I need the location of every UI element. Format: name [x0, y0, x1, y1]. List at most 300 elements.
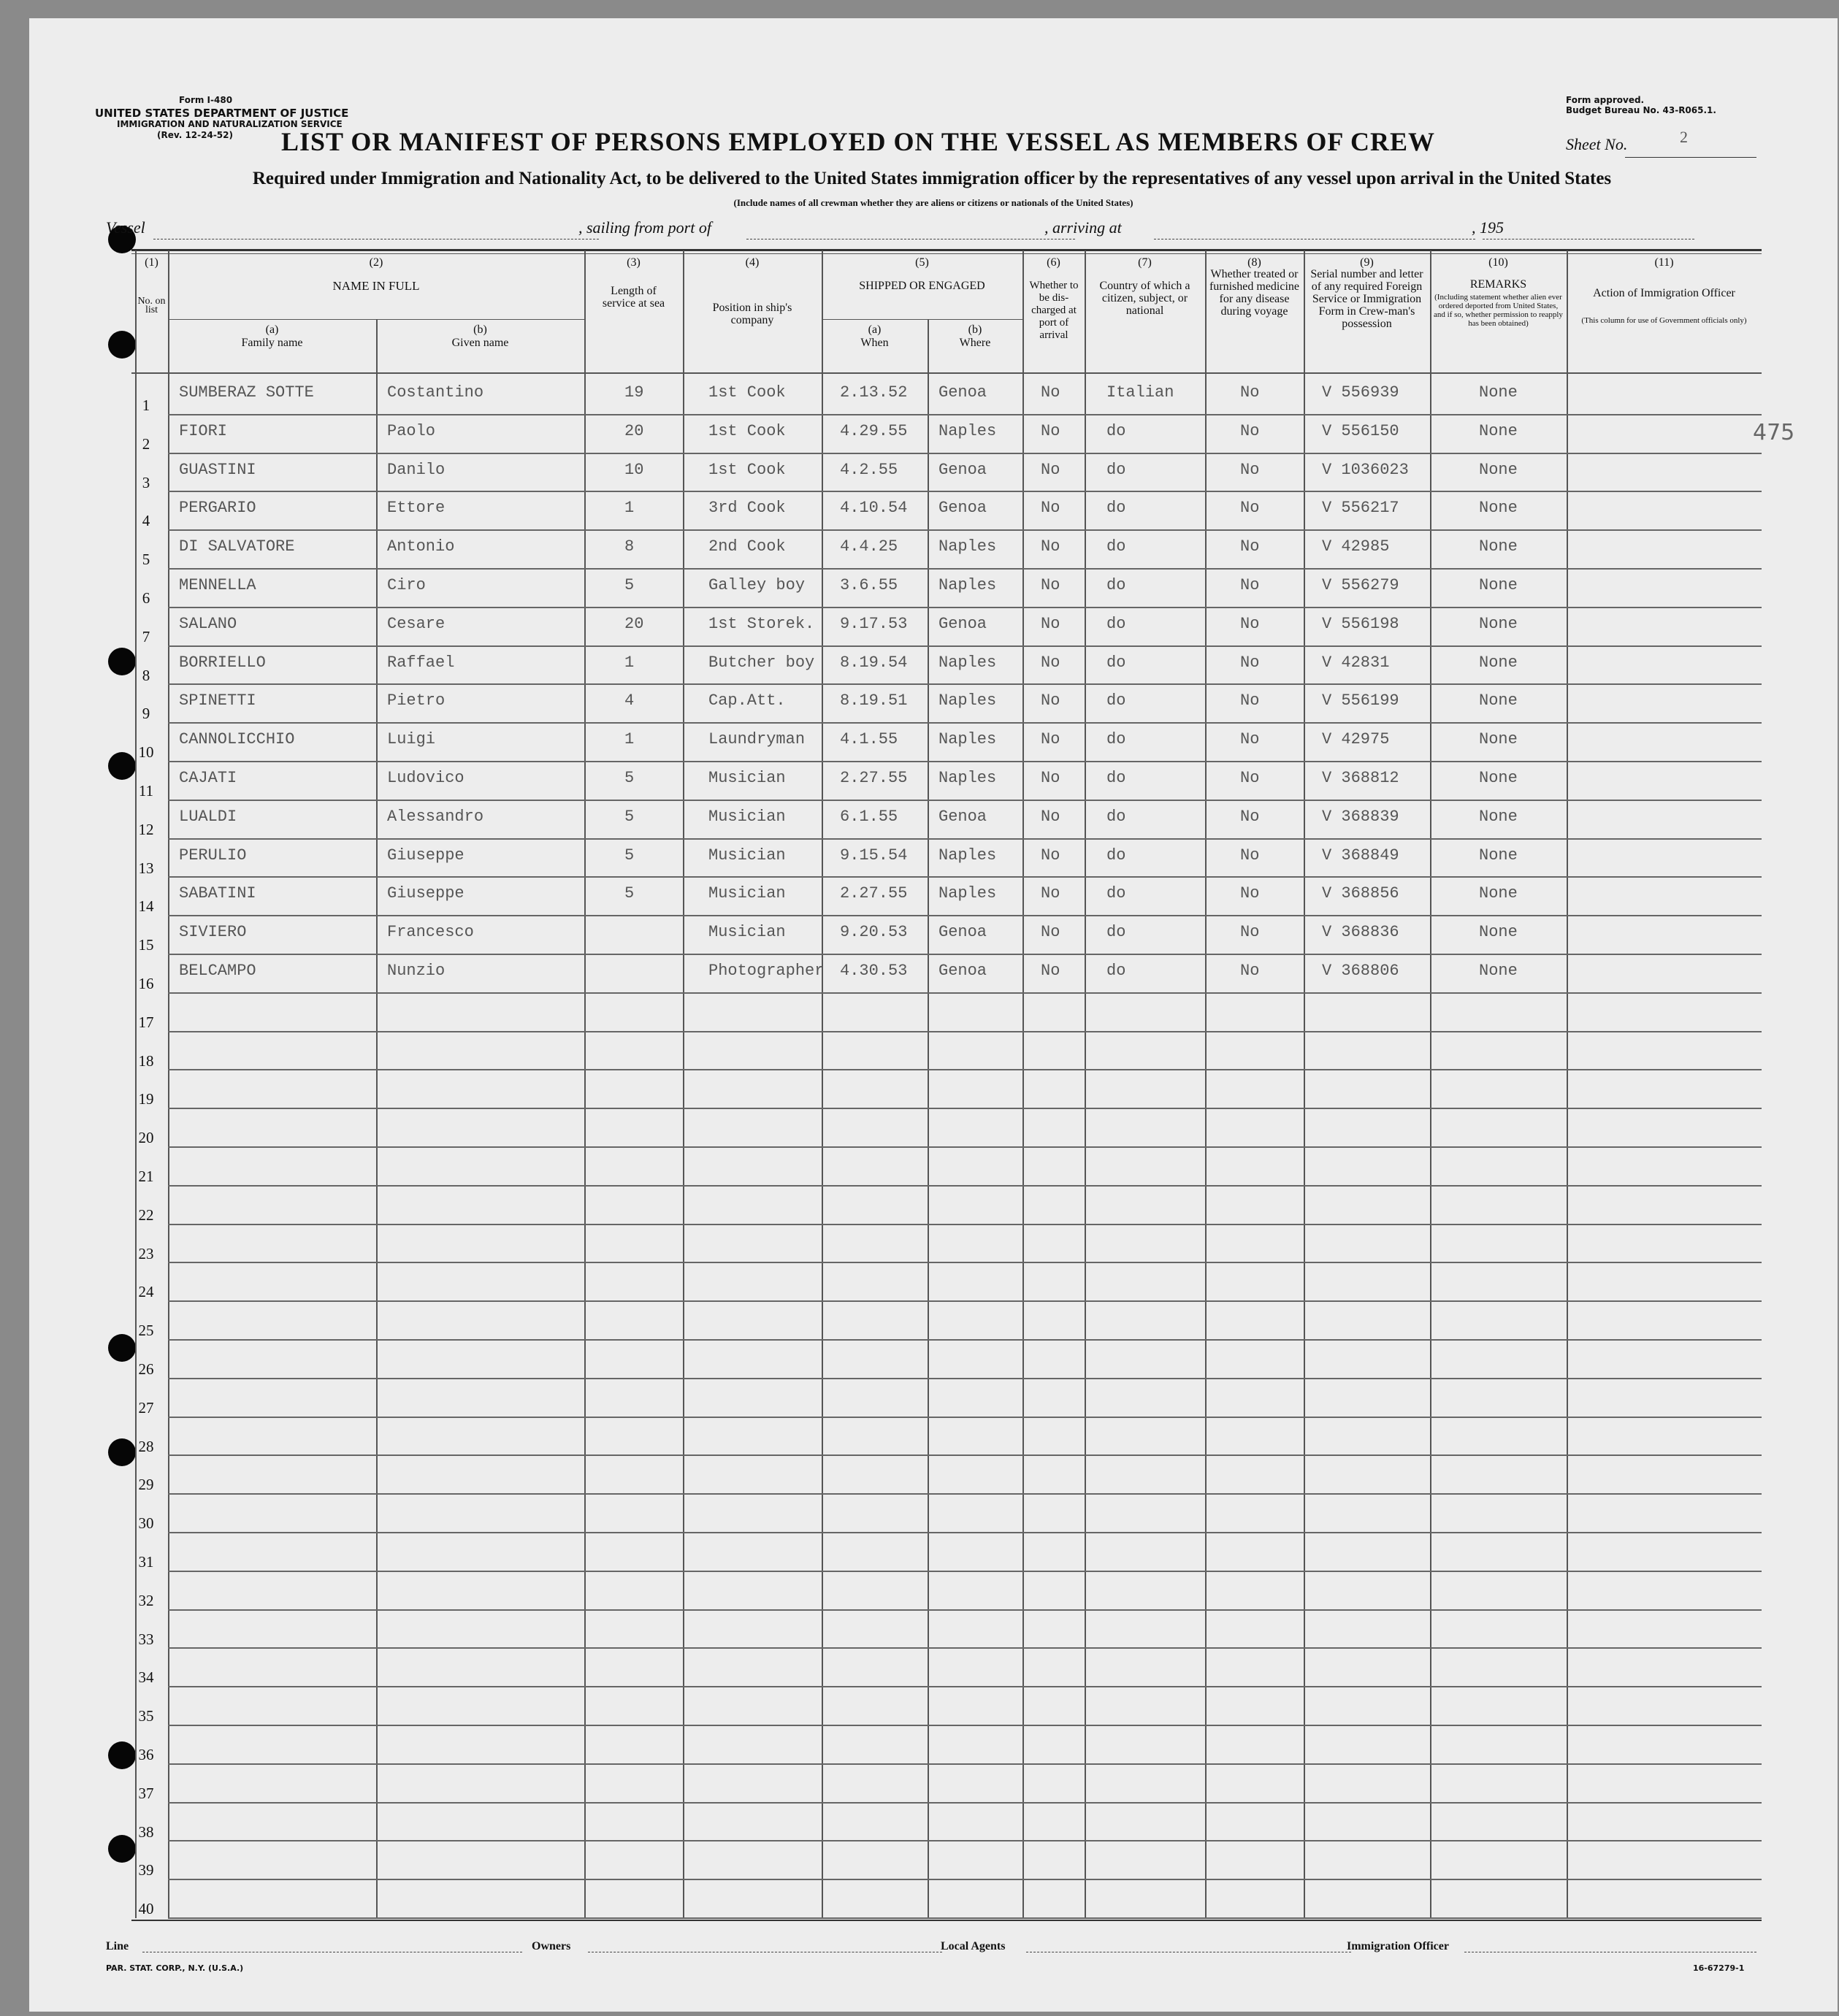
row-rule: [168, 414, 1762, 415]
cell-medicine: No: [1240, 769, 1260, 787]
cell-when: 9.20.53: [840, 923, 908, 942]
cell-serial: V 556150: [1322, 421, 1399, 440]
col-line: [683, 250, 684, 1918]
row-number: 1: [142, 396, 150, 414]
cell-when: 4.1.55: [840, 730, 898, 749]
row-rule: [168, 683, 1762, 685]
vessel-label: Vessel: [106, 218, 145, 237]
col-line: [168, 250, 169, 1918]
cell-where: Naples: [938, 769, 997, 787]
row-rule: [168, 1031, 1762, 1032]
cell-discharge: No: [1041, 421, 1060, 440]
row-rule: [168, 645, 1762, 647]
cell-discharge: No: [1041, 769, 1060, 787]
cell-where: Naples: [938, 537, 997, 556]
cell-when: 6.1.55: [840, 807, 898, 826]
cell-serial: V 556217: [1322, 499, 1399, 518]
row-rule: [168, 1609, 1762, 1611]
cell-medicine: No: [1240, 460, 1260, 479]
col2-label: NAME IN FULL: [332, 279, 420, 293]
cell-family: BORRIELLO: [179, 653, 266, 672]
cell-medicine: No: [1240, 884, 1260, 903]
cell-remarks: None: [1479, 653, 1518, 672]
cell-serial: V 42975: [1322, 730, 1390, 749]
cell-serial: V 368839: [1322, 807, 1399, 826]
cell-given: Ettore: [387, 499, 446, 518]
cell-remarks: None: [1479, 383, 1518, 402]
cell-position: 2nd Cook: [708, 537, 786, 556]
cell-service: 8: [624, 537, 635, 556]
cell-remarks: None: [1479, 614, 1518, 633]
cell-family: PERGARIO: [179, 499, 256, 518]
cell-country: Italian: [1106, 383, 1174, 402]
cell-country: do: [1106, 537, 1126, 556]
row-number: 35: [138, 1707, 154, 1725]
col10-label: REMARKS: [1469, 278, 1527, 291]
cell-remarks: None: [1479, 769, 1518, 787]
row-rule: [168, 1802, 1762, 1804]
cell-country: do: [1106, 499, 1126, 518]
col4-label: Position in ship's company: [712, 302, 792, 326]
row-number: 36: [138, 1746, 154, 1763]
cell-medicine: No: [1240, 653, 1260, 672]
cell-when: 3.6.55: [840, 576, 898, 594]
row-rule: [168, 1493, 1762, 1495]
col8-num: (8): [1247, 256, 1261, 269]
row-number: 34: [138, 1668, 154, 1687]
cell-where: Genoa: [938, 383, 987, 402]
page-title: LIST OR MANIFEST OF PERSONS EMPLOYED ON THE VESSEL AS MEMBERS OF CREW: [281, 127, 1435, 156]
table-bottom-rule: [131, 1920, 1762, 1921]
col10-num: (10): [1488, 256, 1508, 269]
cell-where: Genoa: [938, 499, 987, 518]
cell-family: SPINETTI: [179, 691, 256, 710]
cell-family: CANNOLICCHIO: [179, 730, 295, 749]
cell-country: do: [1106, 421, 1126, 440]
revision: (Rev. 12-24-52): [157, 130, 233, 140]
row-number: 21: [138, 1168, 154, 1185]
row-number: 38: [138, 1823, 154, 1841]
cell-country: do: [1106, 807, 1126, 826]
cell-where: Genoa: [938, 962, 987, 980]
cell-given: Giuseppe: [387, 846, 464, 865]
row-number: 32: [138, 1591, 154, 1609]
cell-serial: V 556199: [1322, 691, 1399, 710]
col-line: [584, 250, 586, 1918]
row-number: 31: [138, 1553, 154, 1571]
cell-remarks: None: [1479, 884, 1518, 903]
row-number: 23: [138, 1244, 154, 1262]
cell-given: Danilo: [387, 460, 446, 479]
cell-when: 2.27.55: [840, 769, 908, 787]
cell-discharge: No: [1041, 730, 1060, 749]
cell-service: 5: [624, 884, 635, 903]
row-rule: [168, 1417, 1762, 1418]
col6-label: Whether to be dis-charged at port of arrival: [1029, 280, 1079, 341]
cell-position: 1st Cook: [708, 383, 786, 402]
col2-num: (2): [369, 256, 383, 269]
col5-num: (5): [915, 256, 929, 269]
cell-discharge: No: [1041, 499, 1060, 518]
col-line: [1085, 250, 1086, 1918]
row-rule: [168, 915, 1762, 916]
col-line: [1430, 250, 1431, 1918]
budget-bureau: Budget Bureau No. 43-R065.1.: [1566, 105, 1716, 115]
row-number: 40: [138, 1900, 154, 1918]
cell-country: do: [1106, 884, 1126, 903]
cell-country: do: [1106, 576, 1126, 594]
cell-when: 4.30.53: [840, 962, 908, 980]
cell-given: Raffael: [387, 653, 455, 672]
cell-service: 4: [624, 691, 635, 710]
cell-discharge: No: [1041, 884, 1060, 903]
row-number: 28: [138, 1437, 154, 1455]
cell-family: GUASTINI: [179, 460, 256, 479]
cell-medicine: No: [1240, 421, 1260, 440]
row-rule: [168, 568, 1762, 570]
row-rule: [168, 992, 1762, 994]
row-number: 29: [138, 1476, 154, 1494]
cell-serial: V 42985: [1322, 537, 1390, 556]
row-number: 7: [142, 627, 150, 645]
cell-position: 1st Cook: [708, 460, 786, 479]
cell-given: Ciro: [387, 576, 426, 594]
printer-credit: PAR. STAT. CORP., N.Y. (U.S.A.): [106, 1963, 244, 1973]
col2b-num: (b): [473, 323, 487, 336]
row-rule: [168, 607, 1762, 608]
col6-num: (6): [1047, 256, 1060, 269]
cell-serial: V 368836: [1322, 923, 1399, 942]
row-rule: [168, 1686, 1762, 1687]
cell-discharge: No: [1041, 460, 1060, 479]
cell-discharge: No: [1041, 807, 1060, 826]
col2a-num: (a): [265, 323, 279, 336]
cell-serial: V 42831: [1322, 653, 1390, 672]
year-label: , 195: [1472, 218, 1504, 237]
cell-service: 20: [624, 421, 644, 440]
cell-remarks: None: [1479, 537, 1518, 556]
cell-given: Alessandro: [387, 807, 484, 826]
cell-country: do: [1106, 769, 1126, 787]
cell-medicine: No: [1240, 730, 1260, 749]
col3-label: Length of service at sea: [602, 285, 665, 310]
cell-discharge: No: [1041, 691, 1060, 710]
row-rule: [168, 529, 1762, 531]
cell-where: Naples: [938, 846, 997, 865]
cell-where: Genoa: [938, 460, 987, 479]
arriving-label: , arriving at: [1044, 218, 1122, 237]
row-rule: [168, 1532, 1762, 1533]
cell-family: DI SALVATORE: [179, 537, 295, 556]
cell-country: do: [1106, 730, 1126, 749]
cell-where: Naples: [938, 691, 997, 710]
col-line: [1022, 250, 1024, 1918]
cell-country: do: [1106, 846, 1126, 865]
margin-number: 475: [1753, 420, 1795, 445]
cell-family: PERULIO: [179, 846, 247, 865]
cell-where: Naples: [938, 730, 997, 749]
cell-service: 1: [624, 653, 635, 672]
cell-given: Nunzio: [387, 962, 446, 980]
col10-note: (Including statement whether alien ever ordered deported from United States, and if so, whether permission to reapply has been obtained): [1434, 293, 1563, 328]
cell-serial: V 556198: [1322, 614, 1399, 633]
manifest-sheet: [29, 18, 1838, 2012]
cell-remarks: None: [1479, 576, 1518, 594]
cell-where: Naples: [938, 421, 997, 440]
sheet-no-value: 2: [1680, 128, 1688, 146]
cell-remarks: None: [1479, 962, 1518, 980]
row-number: 20: [138, 1129, 154, 1147]
cell-when: 9.15.54: [840, 846, 908, 865]
cell-where: Naples: [938, 653, 997, 672]
row-rule: [168, 761, 1762, 762]
footer-owners-label: Owners: [532, 1940, 571, 1952]
subtitle: Required under Immigration and Nationality Act, to be delivered to the United States immigration officer by the representatives of any vessel upon arrival in the United States: [252, 169, 1612, 188]
footer-line-label: Line: [106, 1940, 129, 1952]
cell-medicine: No: [1240, 962, 1260, 980]
cell-when: 2.13.52: [840, 383, 908, 402]
row-number: 5: [142, 551, 150, 569]
row-rule: [168, 1339, 1762, 1341]
row-rule: [168, 1725, 1762, 1726]
cell-position: Musician: [708, 923, 786, 942]
row-number: 9: [142, 705, 150, 723]
cell-service: 5: [624, 846, 635, 865]
row-rule: [168, 491, 1762, 492]
cell-country: do: [1106, 691, 1126, 710]
shipped-subhead-rule: [822, 319, 1022, 320]
cell-remarks: None: [1479, 807, 1518, 826]
cell-when: 2.27.55: [840, 884, 908, 903]
cell-family: BELCAMPO: [179, 962, 256, 980]
cell-position: 3rd Cook: [708, 499, 786, 518]
cell-medicine: No: [1240, 499, 1260, 518]
row-rule: [168, 1108, 1762, 1109]
cell-service: 1: [624, 730, 635, 749]
cell-given: Ludovico: [387, 769, 464, 787]
row-rule: [168, 722, 1762, 724]
cell-country: do: [1106, 653, 1126, 672]
col2b-label: Given name: [451, 337, 509, 349]
form-number: Form I-480: [179, 95, 233, 105]
department: UNITED STATES DEPARTMENT OF JUSTICE: [95, 107, 349, 120]
cell-service: 19: [624, 383, 644, 402]
row-number: 6: [142, 589, 150, 607]
row-rule: [168, 453, 1762, 454]
table-top-rule: [131, 249, 1762, 251]
cell-remarks: None: [1479, 421, 1518, 440]
cell-where: Naples: [938, 576, 997, 594]
row-number: 13: [138, 859, 154, 877]
row-number: 16: [138, 975, 154, 992]
cell-discharge: No: [1041, 962, 1060, 980]
cell-remarks: None: [1479, 460, 1518, 479]
cell-service: 1: [624, 499, 635, 518]
row-number: 30: [138, 1514, 154, 1533]
row-rule: [168, 1571, 1762, 1572]
row-number: 10: [138, 743, 154, 762]
row-rule: [168, 1378, 1762, 1379]
row-rule: [168, 876, 1762, 878]
row-number: 19: [138, 1090, 154, 1108]
cell-position: 1st Cook: [708, 421, 786, 440]
cell-position: Galley boy: [708, 576, 806, 594]
cell-remarks: None: [1479, 730, 1518, 749]
cell-given: Costantino: [387, 383, 484, 402]
row-number: 37: [138, 1784, 154, 1802]
sheet-no-rule: [1625, 157, 1756, 158]
cell-discharge: No: [1041, 653, 1060, 672]
col3-num: (3): [627, 256, 641, 269]
cell-family: LUALDI: [179, 807, 237, 826]
col2a-label: Family name: [241, 337, 303, 349]
cell-given: Cesare: [387, 614, 446, 633]
row-rule: [168, 800, 1762, 801]
cell-discharge: No: [1041, 576, 1060, 594]
cell-family: SUMBERAZ SOTTE: [179, 383, 314, 402]
cell-medicine: No: [1240, 537, 1260, 556]
cell-family: CAJATI: [179, 769, 237, 787]
col5b-label: Where: [959, 337, 991, 349]
row-rule: [168, 1454, 1762, 1456]
cell-medicine: No: [1240, 807, 1260, 826]
cell-medicine: No: [1240, 614, 1260, 633]
row-number: 3: [142, 473, 150, 491]
col5a-num: (a): [868, 323, 882, 336]
row-number: 27: [138, 1398, 154, 1417]
sheet-no-label: Sheet No.: [1566, 135, 1628, 153]
footer-officer-label: Immigration Officer: [1347, 1940, 1449, 1952]
row-number: 17: [138, 1013, 154, 1031]
row-rule: [168, 838, 1762, 840]
col1-num: (1): [145, 256, 158, 269]
cell-serial: V 368849: [1322, 846, 1399, 865]
cell-family: FIORI: [179, 421, 228, 440]
col11-num: (11): [1654, 256, 1674, 269]
subtitle-note: (Include names of all crewman whether they are aliens or citizens or nationals of the United States): [733, 197, 1133, 208]
cell-position: Musician: [708, 769, 786, 787]
cell-when: 4.2.55: [840, 460, 898, 479]
cell-medicine: No: [1240, 846, 1260, 865]
cell-where: Genoa: [938, 614, 987, 633]
cell-position: Musician: [708, 884, 786, 903]
row-rule: [168, 1069, 1762, 1070]
cell-when: 8.19.54: [840, 653, 908, 672]
cell-when: 4.10.54: [840, 499, 908, 518]
col8-label: Whether treated or furnished medicine for any disease during voyage: [1209, 268, 1300, 318]
table-top-rule-2: [131, 253, 1762, 254]
row-number: 11: [138, 782, 154, 800]
col-line: [928, 319, 929, 1918]
cell-remarks: None: [1479, 691, 1518, 710]
col4-num: (4): [745, 256, 760, 269]
cell-discharge: No: [1041, 383, 1060, 402]
row-rule: [168, 954, 1762, 955]
cell-position: Laundryman: [708, 730, 806, 749]
cell-country: do: [1106, 923, 1126, 942]
col-line: [376, 319, 378, 1918]
col9-label: Serial number and letter of any required Foreign Service or Immigration Form in Crew-man's possession: [1310, 268, 1423, 330]
row-number: 24: [138, 1283, 154, 1301]
cell-serial: V 368806: [1322, 962, 1399, 980]
col-line: [1304, 250, 1305, 1918]
row-rule: [168, 1647, 1762, 1649]
col-line: [135, 250, 137, 1918]
row-number: 4: [142, 512, 150, 530]
cell-position: Butcher boy: [708, 653, 815, 672]
cell-where: Genoa: [938, 923, 987, 942]
row-number: 2: [142, 434, 150, 453]
row-number: 26: [138, 1360, 154, 1378]
cell-position: Photographer: [708, 962, 825, 980]
col-line: [822, 250, 823, 1918]
row-rule: [168, 1146, 1762, 1148]
row-number: 12: [138, 820, 154, 838]
row-rule: [168, 1224, 1762, 1225]
cell-given: Giuseppe: [387, 884, 464, 903]
cell-given: Pietro: [387, 691, 446, 710]
cell-given: Paolo: [387, 421, 436, 440]
cell-when: 8.19.51: [840, 691, 908, 710]
cell-country: do: [1106, 460, 1126, 479]
row-rule: [168, 1879, 1762, 1880]
cell-position: Musician: [708, 807, 786, 826]
cell-discharge: No: [1041, 537, 1060, 556]
row-rule: [168, 1763, 1762, 1765]
cell-family: MENNELLA: [179, 576, 256, 594]
row-rule: [168, 1300, 1762, 1302]
col5a-label: When: [860, 337, 889, 349]
col7-label: Country of which a citizen, subject, or national: [1099, 280, 1190, 317]
cell-country: do: [1106, 962, 1126, 980]
col7-num: (7): [1138, 256, 1152, 269]
col-line: [1205, 250, 1207, 1918]
cell-position: Cap.Att.: [708, 691, 786, 710]
row-number: 18: [138, 1051, 154, 1070]
cell-remarks: None: [1479, 846, 1518, 865]
cell-serial: V 556279: [1322, 576, 1399, 594]
cell-medicine: No: [1240, 923, 1260, 942]
col9-num: (9): [1360, 256, 1374, 269]
cell-service: 20: [624, 614, 644, 633]
cell-given: Antonio: [387, 537, 455, 556]
cell-position: 1st Storek.: [708, 614, 815, 633]
cell-discharge: No: [1041, 846, 1060, 865]
row-number: 22: [138, 1206, 154, 1224]
cell-serial: V 556939: [1322, 383, 1399, 402]
row-number: 15: [138, 936, 154, 954]
cell-family: SABATINI: [179, 884, 256, 903]
row-rule: [168, 1840, 1762, 1841]
form-code: 16-67279-1: [1693, 1963, 1745, 1973]
col1-label: No. on list: [137, 296, 166, 315]
col11-label: Action of Immigration Officer: [1593, 287, 1735, 299]
row-number: 25: [138, 1322, 154, 1340]
cell-when: 4.29.55: [840, 421, 908, 440]
cell-serial: V 368856: [1322, 884, 1399, 903]
row-number: 39: [138, 1861, 154, 1879]
row-rule: [168, 1262, 1762, 1263]
cell-given: Luigi: [387, 730, 436, 749]
cell-medicine: No: [1240, 576, 1260, 594]
cell-when: 4.4.25: [840, 537, 898, 556]
row-number: 14: [138, 897, 154, 916]
cell-serial: V 1036023: [1322, 460, 1409, 479]
form-approved: Form approved.: [1566, 95, 1645, 105]
name-subhead-rule: [168, 319, 584, 320]
cell-service: 5: [624, 807, 635, 826]
row-rule: [168, 1185, 1762, 1187]
